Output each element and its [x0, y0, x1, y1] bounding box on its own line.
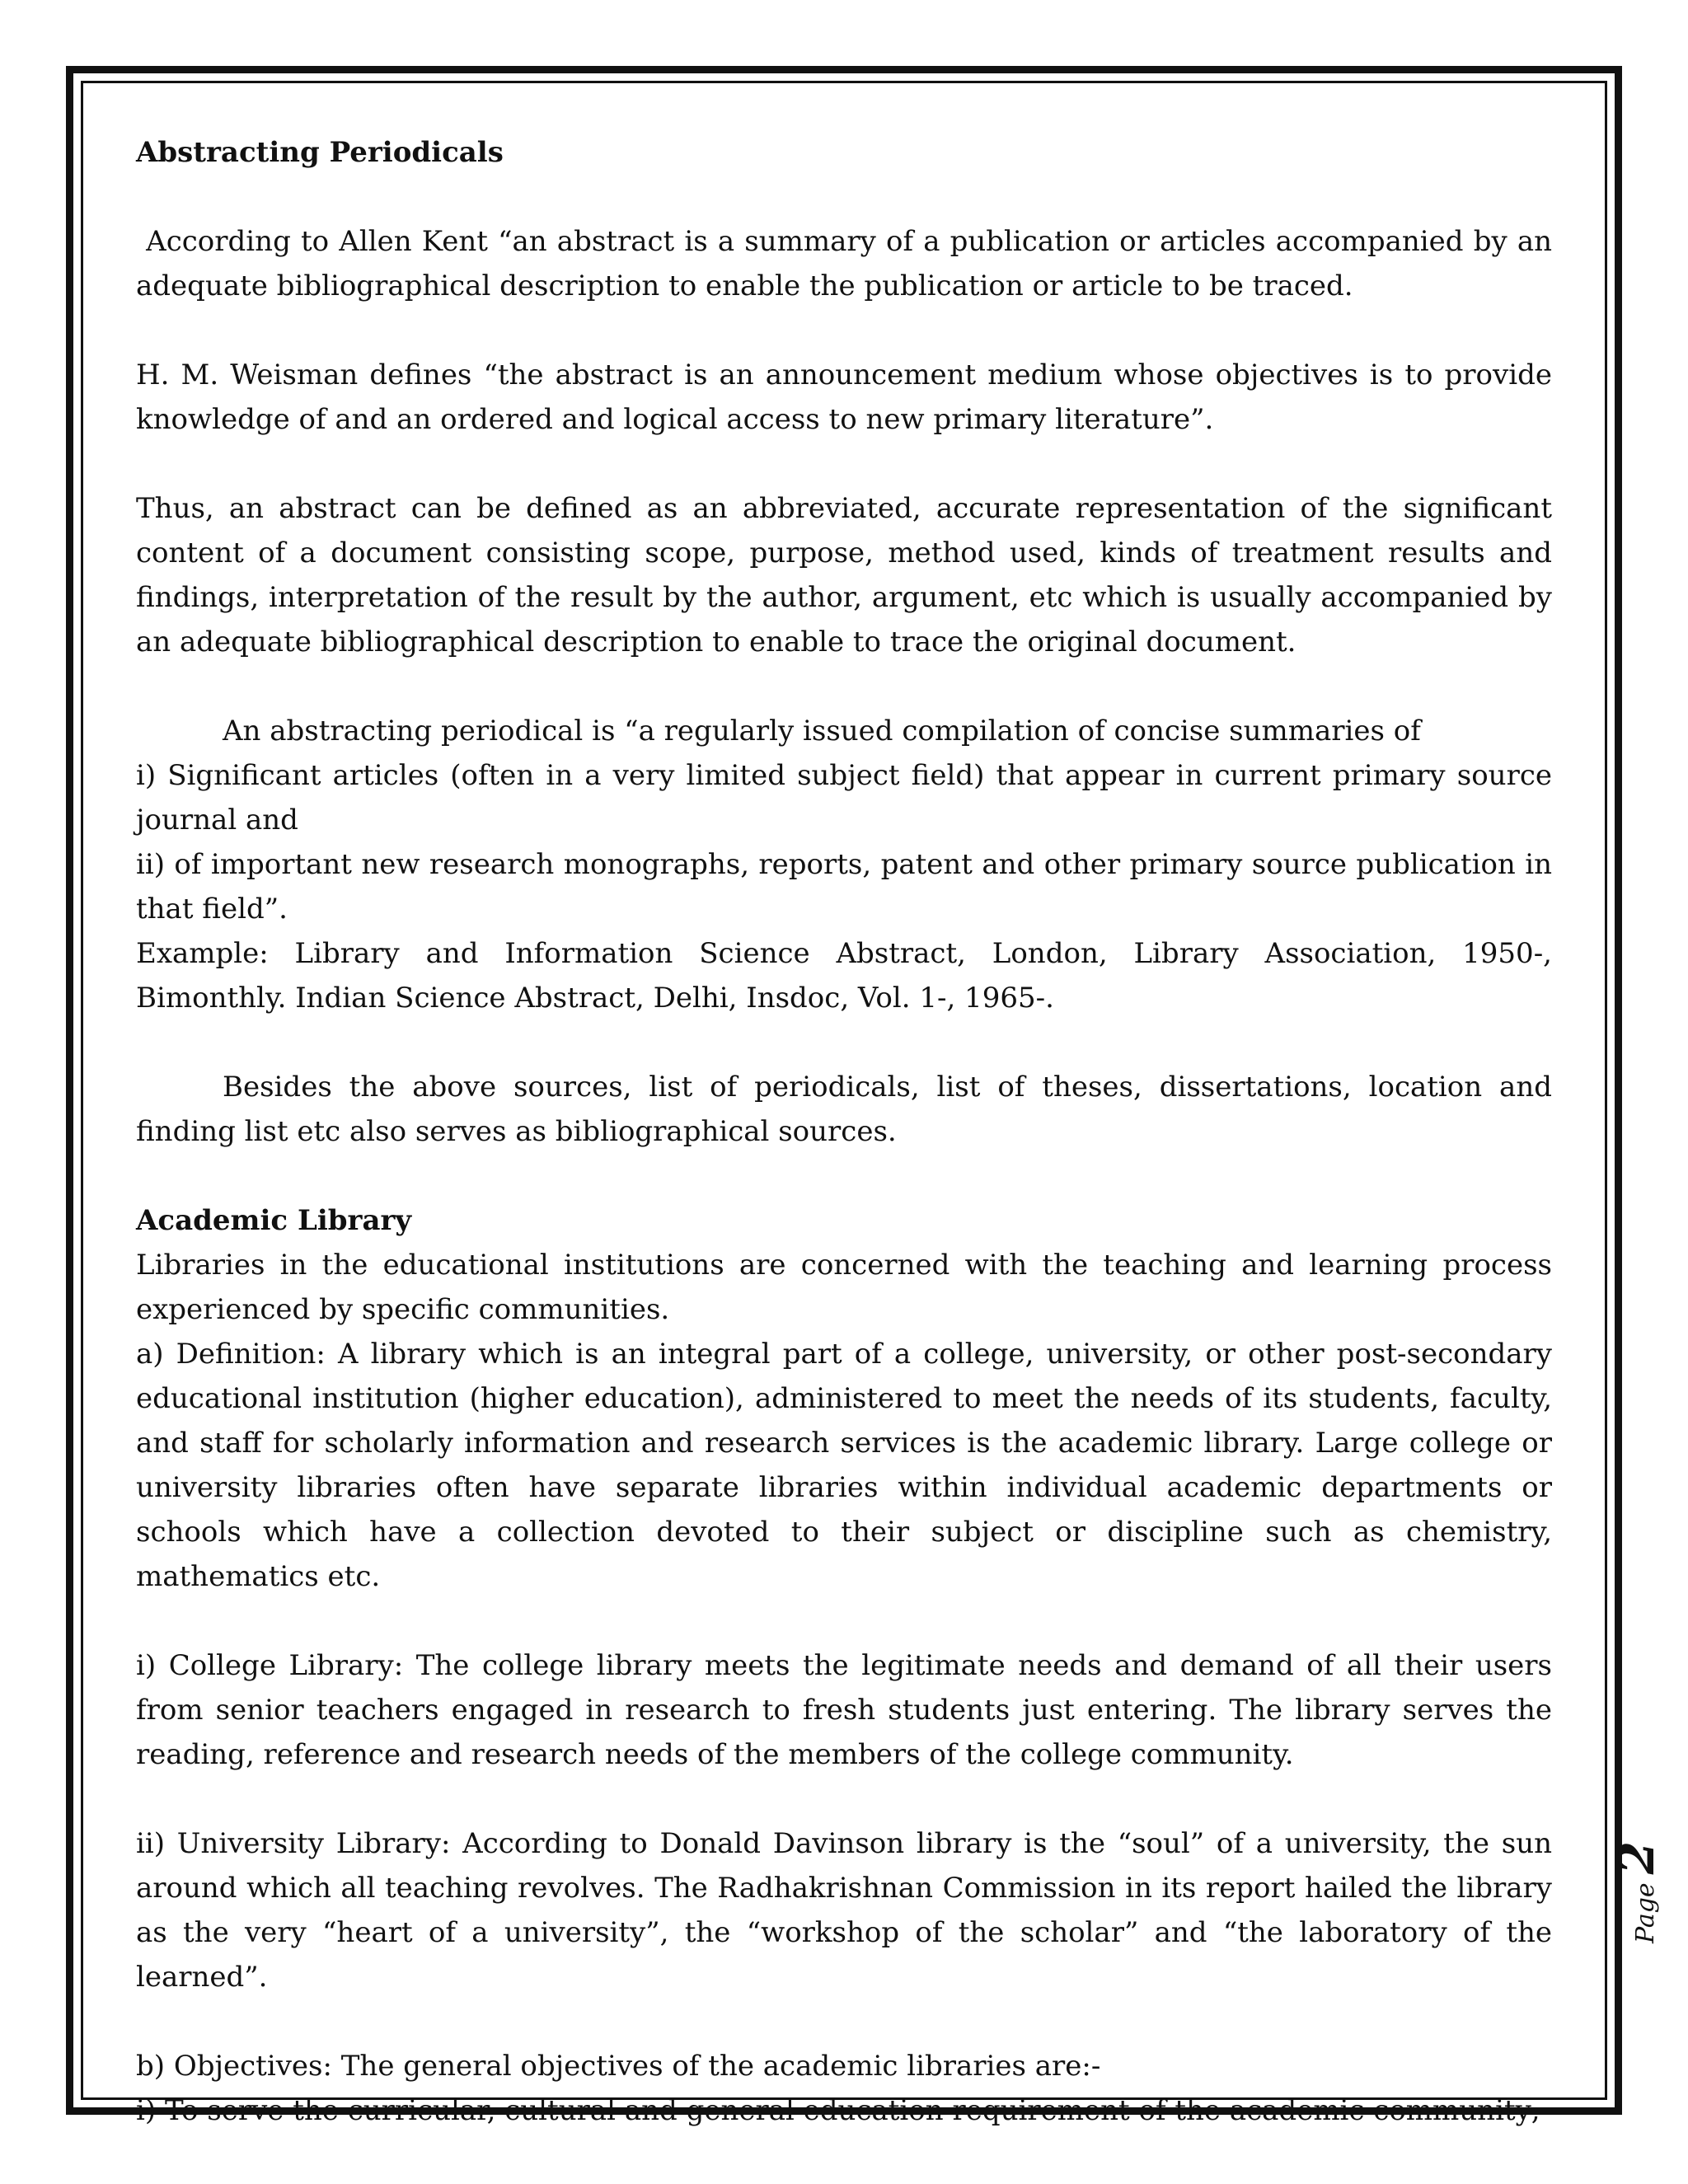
paragraph-university-library: ii) University Library: According to Donald Davinson library is the “soul” of a university, the sun around which all teaching revolves. The Radhakrishnan Commission in its report hailed the library as the very “heart of a university”, the “workshop of the scholar” and “the laboratory of the learned”. — [136, 1827, 1552, 1994]
paragraph-abstract-definition: Thus, an abstract can be defined as an abbreviated, accurate representation of the significant content of a document consisting scope, purpose, method used, kinds of treatment results and findings, interpretation of the result by the author, argument, etc which is usually accompanied by an adequate bibliographical description to enable to trace the original document. — [136, 492, 1552, 658]
page-number-label — [1609, 1841, 1665, 1943]
paragraph-abstracting-periodical-intro: An abstracting periodical is “a regularly issued compilation of concise summaries of — [223, 715, 1421, 748]
heading-abstracting-periodicals: Abstracting Periodicals — [136, 136, 504, 169]
list-item-significant-articles: i) Significant articles (often in a very limited subject field) that appear in current primary source journal and — [136, 759, 1552, 837]
paragraph-definition: a) Definition: A library which is an integral part of a college, university, or other post-secondary educational institution (higher education), administered to meet the needs of its students, faculty, and staff for scholarly information and research services is the academic library. Large college or university libraries often have separate libraries within individual academic departments or schools which have a collection devoted to their subject or discipline such as chemistry, mathematics etc. — [136, 1338, 1552, 1593]
list-item-research-monographs: ii) of important new research monographs, reports, patent and other primary source publication in that field”. — [136, 848, 1552, 926]
list-item-objective-1: i) To serve the curricular, cultural and general education requirement of the academic community; — [136, 2094, 1541, 2127]
page-number: 2 — [1609, 1840, 1665, 1875]
paragraph-college-library: i) College Library: The college library meets the legitimate needs and demand of all their users from senior teachers engaged in research to fresh students just entering. The library serves the reading, reference and research needs of the members of the college community. — [136, 1649, 1552, 1771]
paragraph-academic-intro: Libraries in the educational institutions are concerned with the teaching and learning process experienced by specific communities. — [136, 1249, 1552, 1326]
document-body — [136, 130, 1561, 2133]
paragraph-example: Example: Library and Information Science Abstract, London, Library Association, 1950-, Bimonthly. Indian Science Abstract, Delhi, Insdoc, Vol. 1-, 1965-. — [136, 937, 1552, 1015]
paragraph-objectives: b) Objectives: The general objectives of the academic libraries are:- — [136, 2050, 1101, 2083]
paragraph-allen-kent: According to Allen Kent “an abstract is a summary of a publication or articles accompanied by an adequate bibliographical description to enable the publication or article to be traced. — [136, 225, 1561, 302]
page-word: Page — [1631, 1882, 1660, 1943]
paragraph-besides-sources: Besides the above sources, list of periodicals, list of theses, dissertations, location and finding list etc also serves as bibliographical sources. — [136, 1071, 1552, 1148]
paragraph-weisman: H. M. Weisman defines “the abstract is an announcement medium whose objectives is to provide knowledge of and an ordered and logical access to new primary literature”. — [136, 359, 1552, 436]
heading-academic-library: Academic Library — [136, 1204, 412, 1237]
